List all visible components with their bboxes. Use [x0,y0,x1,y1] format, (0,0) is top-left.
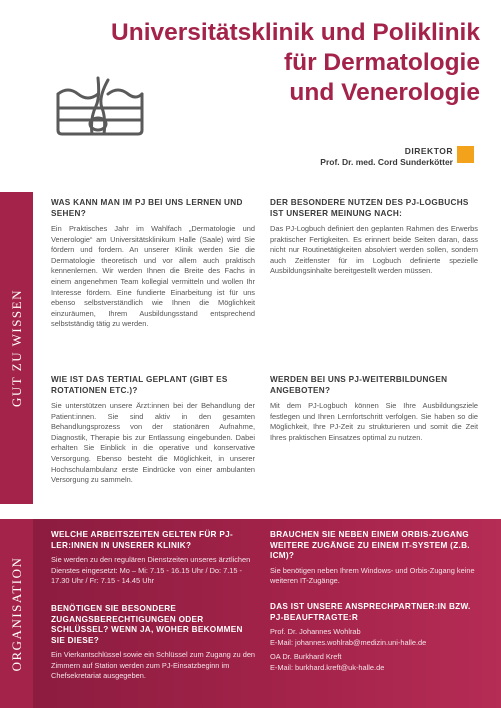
section-tab-gut-zu-wissen [0,192,33,504]
question-heading: DER BESONDERE NUTZEN DES PJ-LOGBUCHS IST UNSERER MEINUNG NACH: [270,198,469,218]
title-line-3: und Venerologie [289,79,480,106]
qa-block-training [270,375,478,443]
org-block-contacts [270,602,478,673]
accent-square [457,146,474,163]
skin-layers-icon [52,72,148,138]
contact-name: Prof. Dr. Johannes Wohlrab [270,627,361,636]
director-role: DIREKTOR [404,146,453,156]
answer-text: Sie werden zu den regulären Dienstzeiten unseres ärztlichen Dienstes eingesetzt: Mo – Mi: 7.15 - 16.15 Uhr / Do: 7.15 - 17.30 Uhr / Fr: 7.15 - 14.45 Uhr [51,555,251,586]
answer-text: Sie unterstützen unsere Ärzt:innen bei der Behandlung der Patient:innen. Sie sind aktiv in den gesamten Behandlungsprozess von der stationären Aufnahme, Diagnostik, Therapie bis zur Entlassung eingebunden. Dabei erhalten Sie Einblick in die operative und konservative Versorgung. Ebenso besteht die Möglichkeit, in unserer Hochschulambulanz erste Eindrücke von einer ambulanten Versorgung zu sammeln. [51,401,255,485]
qa-block-logbook [270,198,478,277]
question-heading: BENÖTIGEN SIE BESONDERE ZUGANGSBERECHTIGUNGEN ODER SCHLÜSSEL? WENN JA, WOHER BEKOMMEN SIE DIESE? [51,604,243,645]
question-heading: WAS KANN MAN IM PJ BEI UNS LERNEN UND SEHEN? [51,198,243,218]
answer-text: Ein Vierkantschlüssel sowie ein Schlüssel zum Zugang zu den Zimmern auf Station werden zum PJ-Einsatzbeginn im Chefsekretariat ausgegeben. [51,650,256,681]
org-block-access [51,604,257,682]
director-block [320,146,453,168]
answer-text: Das PJ-Logbuch definiert den geplanten Rahmen des Erwerbs praktischer Fertigkeiten. Es erinnert beide Seiten daran, dass nicht nur Routinetätigkeiten absolviert werden sollen, sondern auch Zeitfenster für im Logbuch definierte spezielle Ausbildungsinhalte bereitgestellt werden müssen. [270,224,478,276]
title-line-2: für Dermatologie [283,49,480,76]
contact-email[interactable]: E-Mail: burkhard.kreft@uk-halle.de [270,662,385,672]
section-label-organisation: ORGANISATION [8,556,24,671]
answer-text: Sie benötigen neben Ihrem Windows- und Orbis-Zugang keine weiteren IT-Zugänge. [270,565,475,586]
title-line-1: Universitätsklinik und Poliklinik [111,19,480,46]
question-heading: WIE IST DAS TERTIAL GEPLANT (GIBT ES ROTATIONEN ETC.)? [51,375,228,395]
org-block-working-hours [51,530,257,587]
question-heading: BRAUCHEN SIE NEBEN EINEM ORBIS-ZUGANG WEITERE ZUGÄNGE ZU EINEM IT-SYSTEM (Z.B. ICM)? [270,530,470,560]
section-tab-organisation [0,519,33,708]
contact-name: OA Dr. Burkhard Kreft [270,652,342,662]
org-block-it-access [270,530,478,587]
answer-text: Mit dem PJ-Logbuch können Sie Ihre Ausbildungsziele festlegen und Ihren Lernfortschritt verfolgen. Sie haben so die Möglichkeit, Ihre PJ-Zeit zu strukturieren und somit die Zeit Ihres praktischen Einsatzes optimal zu nutzen. [270,401,478,442]
answer-text: Ein Praktisches Jahr im Wahlfach „Dermatologie und Venerologie“ am Universitätsklinikum Halle (Saale) wird Sie fördern und fordern. An unserer Klinik werden Sie die Dermatologie theoretisch und vor allem auch praktisch kennenlernen. Wir werden Ihnen die Breite des Fachs in einem angenehmen Team kollegial vermitteln und wollen Ihr Interesse fördern. Eine fundierte Einarbeitung ist für uns ebenso selbstverständlich wie Ihnen die Möglichkeit einzuräumen, Ihrem Ausbildungsstand entsprechend selbstständig tätig zu werden. [51,224,255,329]
question-heading: DAS IST UNSERE ANSPRECHPARTNER:IN BZW. PJ-BEAUFTRAGTE:R [270,602,471,622]
question-heading: WERDEN BEI UNS PJ-WEITERBILDUNGEN ANGEBOTEN? [270,375,448,395]
qa-block-learning [51,198,255,330]
question-heading: WELCHE ARBEITSZEITEN GELTEN FÜR PJ-LER:INNEN IN UNSERER KLINIK? [51,530,233,550]
contact-email[interactable]: E-Mail: johannes.wohlrab@medizin.uni-halle.de [270,637,427,647]
director-name: Prof. Dr. med. Cord Sunderkötter [320,157,453,167]
section-label-gut-zu-wissen: GUT ZU WISSEN [8,289,24,407]
qa-block-tertial [51,375,255,486]
